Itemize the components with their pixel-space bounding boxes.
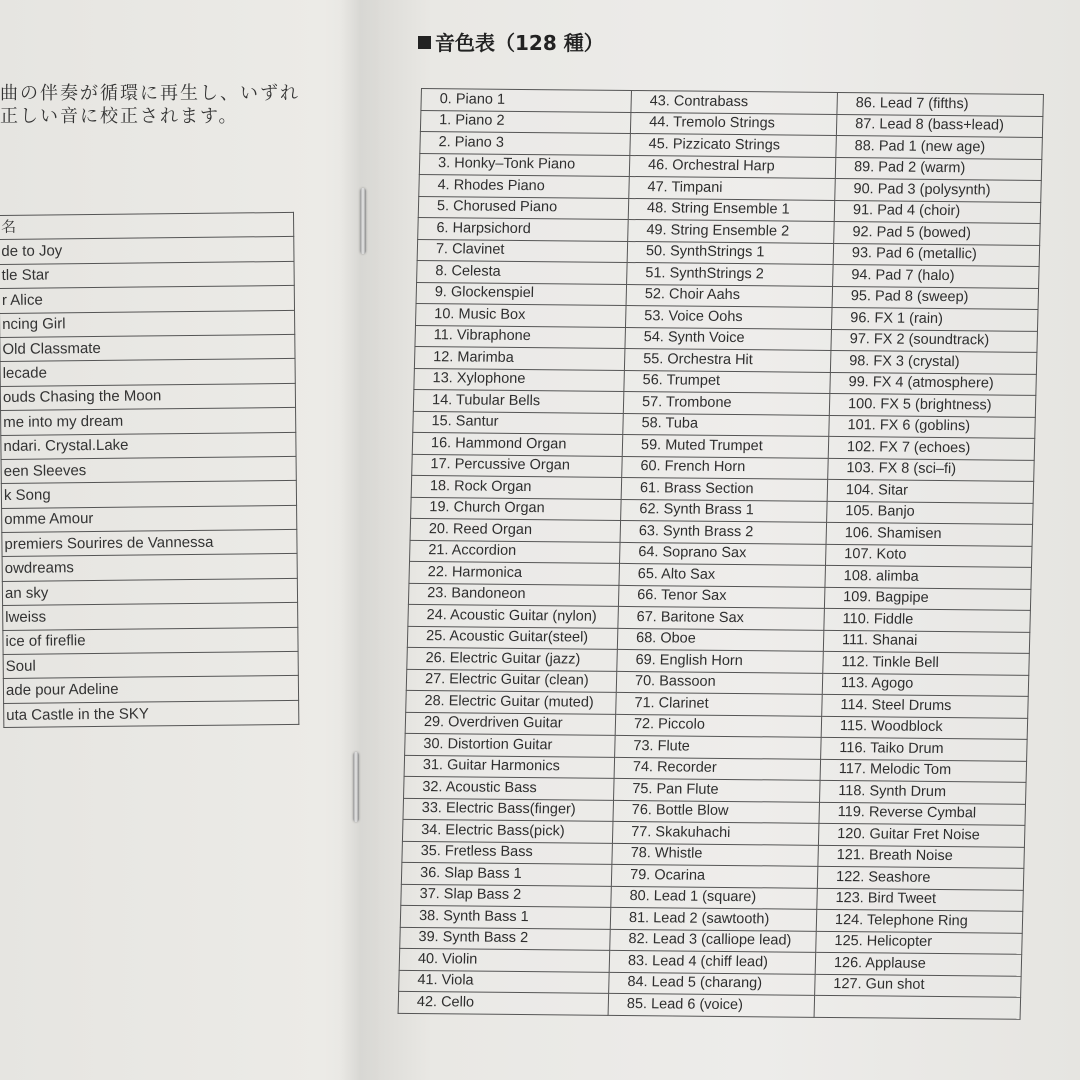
tone-cell: 125. Helicopter [816, 931, 1023, 954]
tone-cell: 107. Koto [825, 544, 1032, 567]
song-row [0, 359, 295, 386]
tone-table [398, 88, 1044, 1019]
tone-cell: 110. Fiddle [824, 608, 1031, 631]
tone-cell: 57. Trombone [623, 391, 830, 414]
tone-cell: 69. English Horn [617, 649, 824, 672]
song-row [2, 554, 297, 581]
tone-cell: 95. Pad 8 (sweep) [832, 286, 1039, 309]
tone-cell: 119. Reverse Cymbal [819, 802, 1026, 825]
tone-cell: 7. Clavinet [417, 239, 628, 263]
tone-cell: 102. FX 7 (echoes) [828, 436, 1035, 459]
tone-cell: 78. Whistle [612, 843, 819, 866]
tone-cell: 109. Bagpipe [824, 587, 1031, 610]
tone-cell: 70. Bassoon [616, 671, 823, 694]
spine-shadow [340, 0, 380, 1080]
tone-cell: 29. Overdriven Guitar [405, 712, 616, 736]
song-row [0, 286, 295, 313]
tone-cell: 68. Oboe [617, 628, 824, 651]
song-row [0, 237, 294, 264]
song-name: ouds Chasing the Moon [0, 383, 295, 410]
tone-cell: 71. Clarinet [616, 692, 823, 715]
song-row [1, 481, 296, 508]
tone-table-title-text: 音色表（128 種） [435, 31, 604, 55]
tone-cell: 73. Flute [615, 735, 822, 758]
tone-row [398, 991, 1021, 1018]
tone-cell: 25. Acoustic Guitar(steel) [407, 626, 618, 650]
tone-cell: 16. Hammond Organ [412, 432, 623, 456]
song-row [0, 383, 295, 410]
tone-cell: 14. Tubular Bells [413, 389, 624, 413]
tone-cell: 41. Viola [399, 970, 610, 994]
tone-cell: 58. Tuba [623, 413, 830, 436]
song-name: owdreams [2, 554, 297, 581]
tone-cell: 32. Acoustic Bass [404, 776, 615, 800]
song-name: de to Joy [0, 237, 294, 264]
tone-cell: 49. String Ensemble 2 [628, 219, 835, 242]
tone-cell: 47. Timpani [629, 177, 836, 200]
tone-cell: 13. Xylophone [414, 368, 625, 392]
tone-cell: 37. Slap Bass 2 [401, 884, 612, 908]
tone-cell: 87. Lead 8 (bass+lead) [836, 114, 1043, 137]
tone-cell: 52. Choir Aahs [626, 284, 833, 307]
song-row [1, 456, 296, 483]
tone-cell: 106. Shamisen [826, 522, 1033, 545]
tone-cell: 60. French Horn [622, 456, 829, 479]
song-row [1, 408, 296, 435]
tone-cell: 45. Pizzicato Strings [630, 134, 837, 157]
tone-cell: 114. Steel Drums [822, 694, 1029, 717]
song-row [3, 651, 298, 678]
tone-cell: 2. Piano 3 [420, 131, 631, 155]
tone-cell: 97. FX 2 (soundtrack) [831, 329, 1038, 352]
song-row [2, 529, 297, 556]
tone-cell: 64. Soprano Sax [620, 542, 827, 565]
tone-cell: 115. Woodblock [821, 716, 1028, 739]
tone-cell: 81. Lead 2 (sawtooth) [610, 907, 817, 930]
tone-cell: 120. Guitar Fret Noise [818, 823, 1025, 846]
tone-cell: 100. FX 5 (brightness) [829, 393, 1036, 416]
song-name: lweiss [3, 603, 298, 630]
tone-cell: 36. Slap Bass 1 [401, 862, 612, 886]
tone-cell: 99. FX 4 (atmosphere) [830, 372, 1037, 395]
tone-cell: 19. Church Organ [411, 497, 622, 521]
tone-cell: 83. Lead 4 (chiff lead) [609, 950, 816, 973]
tone-cell: 28. Electric Guitar (muted) [406, 690, 617, 714]
tone-cell: 38. Synth Bass 1 [400, 905, 611, 929]
tone-cell: 17. Percussive Organ [412, 454, 623, 478]
tone-cell: 124. Telephone Ring [816, 909, 1023, 932]
tone-cell: 112. Tinkle Bell [823, 651, 1030, 674]
tone-cell: 33. Electric Bass(finger) [403, 798, 614, 822]
tone-cell: 72. Piccolo [615, 714, 822, 737]
song-row [2, 578, 297, 605]
song-name: ade pour Adeline [3, 676, 298, 703]
song-name: ice of fireflie [3, 627, 298, 654]
tone-cell: 6. Harpsichord [418, 217, 629, 241]
tone-cell: 116. Taiko Drum [821, 737, 1028, 760]
tone-cell: 12. Marimba [414, 346, 625, 370]
tone-cell: 90. Pad 3 (polysynth) [835, 178, 1042, 201]
song-name: uta Castle in the SKY [4, 700, 299, 727]
tone-cell: 23. Bandoneon [408, 583, 619, 607]
tone-cell: 66. Tenor Sax [618, 585, 825, 608]
tone-cell: 121. Breath Noise [818, 845, 1025, 868]
song-table-header: 名 [0, 212, 294, 239]
tone-cell: 24. Acoustic Guitar (nylon) [408, 604, 619, 628]
tone-cell: 76. Bottle Blow [613, 800, 820, 823]
tone-cell: 27. Electric Guitar (clean) [406, 669, 617, 693]
song-name: tle Star [0, 261, 294, 288]
tone-cell: 101. FX 6 (goblins) [829, 415, 1036, 438]
left-page [0, 0, 340, 1080]
tone-cell: 51. SynthStrings 2 [627, 262, 834, 285]
tone-cell: 11. Vibraphone [415, 325, 626, 349]
tone-cell: 46. Orchestral Harp [629, 155, 836, 178]
song-name: r Alice [0, 286, 295, 313]
song-name: omme Amour [2, 505, 297, 532]
tone-cell: 35. Fretless Bass [402, 841, 613, 865]
tone-cell: 104. Sitar [827, 479, 1034, 502]
tone-cell: 50. SynthStrings 1 [627, 241, 834, 264]
tone-cell: 65. Alto Sax [619, 563, 826, 586]
left-text-line-2: 正しい音に校正されます。 [0, 106, 239, 127]
tone-cell: 80. Lead 1 (square) [611, 886, 818, 909]
tone-cell: 48. String Ensemble 1 [628, 198, 835, 221]
song-list-table [0, 212, 299, 728]
tone-cell: 117. Melodic Tom [820, 759, 1027, 782]
tone-cell: 34. Electric Bass(pick) [402, 819, 613, 843]
tone-cell: 89. Pad 2 (warm) [835, 157, 1042, 180]
tone-cell: 96. FX 1 (rain) [831, 307, 1038, 330]
tone-cell: 122. Seashore [817, 866, 1024, 889]
tone-cell: 118. Synth Drum [820, 780, 1027, 803]
tone-table-title [418, 27, 604, 56]
tone-cell: 5. Chorused Piano [418, 196, 629, 220]
tone-cell: 98. FX 3 (crystal) [830, 350, 1037, 373]
tone-cell: 75. Pan Flute [614, 778, 821, 801]
song-row [4, 700, 299, 727]
song-row [3, 676, 298, 703]
tone-cell: 18. Rock Organ [411, 475, 622, 499]
tone-cell: 59. Muted Trumpet [622, 434, 829, 457]
song-name: k Song [1, 481, 296, 508]
song-name: lecade [0, 359, 295, 386]
tone-cell: 56. Trumpet [624, 370, 831, 393]
tone-cell: 105. Banjo [827, 501, 1034, 524]
tone-cell: 111. Shanai [823, 630, 1030, 653]
tone-cell: 31. Guitar Harmonics [404, 755, 615, 779]
tone-cell: 127. Gun shot [815, 974, 1022, 997]
song-row [0, 334, 295, 361]
tone-cell [814, 995, 1021, 1018]
tone-cell: 103. FX 8 (sci–fi) [828, 458, 1035, 481]
song-row [0, 261, 294, 288]
tone-cell: 123. Bird Tweet [817, 888, 1024, 911]
tone-cell: 85. Lead 6 (voice) [608, 993, 815, 1016]
tone-cell: 63. Synth Brass 2 [620, 520, 827, 543]
tone-cell: 62. Synth Brass 1 [621, 499, 828, 522]
tone-cell: 113. Agogo [822, 673, 1029, 696]
tone-cell: 82. Lead 3 (calliope lead) [610, 929, 817, 952]
tone-cell: 61. Brass Section [621, 477, 828, 500]
song-name: me into my dream [1, 408, 296, 435]
tone-cell: 88. Pad 1 (new age) [836, 135, 1043, 158]
tone-cell: 1. Piano 2 [420, 110, 631, 134]
tone-cell: 91. Pad 4 (choir) [834, 200, 1041, 223]
tone-cell: 94. Pad 7 (halo) [833, 264, 1040, 287]
tone-cell: 92. Pad 5 (bowed) [834, 221, 1041, 244]
left-text-line-1: 曲の伴奏が循環に再生し、いずれ [0, 83, 300, 104]
tone-cell: 0. Piano 1 [421, 89, 632, 113]
song-row [0, 310, 295, 337]
tone-cell: 26. Electric Guitar (jazz) [407, 647, 618, 671]
tone-cell: 40. Violin [399, 948, 610, 972]
tone-cell: 86. Lead 7 (fifths) [837, 92, 1044, 115]
tone-cell: 84. Lead 5 (charang) [609, 972, 816, 995]
tone-cell: 126. Applause [815, 952, 1022, 975]
song-name: ncing Girl [0, 310, 295, 337]
song-row [3, 603, 298, 630]
song-row [1, 432, 296, 459]
tone-cell: 108. alimba [825, 565, 1032, 588]
tone-cell: 77. Skakuhachi [612, 821, 819, 844]
song-row [2, 505, 297, 532]
tone-table-wrap [398, 88, 1044, 1019]
tone-cell: 42. Cello [398, 991, 609, 1015]
tone-cell: 15. Santur [413, 411, 624, 435]
tone-cell: 9. Glockenspiel [416, 282, 627, 306]
tone-cell: 3. Honky–Tonk Piano [419, 153, 630, 177]
song-name: premiers Sourires de Vannessa [2, 529, 297, 556]
tone-cell: 8. Celesta [417, 260, 628, 284]
tone-cell: 93. Pad 6 (metallic) [833, 243, 1040, 266]
song-name: Old Classmate [0, 334, 295, 361]
staple-bottom [353, 752, 359, 822]
tone-cell: 43. Contrabass [631, 91, 838, 114]
song-row [3, 627, 298, 654]
tone-cell: 30. Distortion Guitar [405, 733, 616, 757]
tone-cell: 44. Tremolo Strings [630, 112, 837, 135]
staple-top [360, 188, 366, 254]
tone-cell: 55. Orchestra Hit [624, 348, 831, 371]
tone-cell: 39. Synth Bass 2 [400, 927, 611, 951]
song-name: ndari. Crystal.Lake [1, 432, 296, 459]
tone-cell: 20. Reed Organ [410, 518, 621, 542]
song-name: een Sleeves [1, 456, 296, 483]
tone-cell: 54. Synth Voice [625, 327, 832, 350]
song-name: an sky [2, 578, 297, 605]
tone-cell: 79. Ocarina [611, 864, 818, 887]
tone-cell: 4. Rhodes Piano [419, 174, 630, 198]
song-name: Soul [3, 651, 298, 678]
black-square-icon [418, 36, 431, 49]
tone-cell: 22. Harmonica [409, 561, 620, 585]
tone-cell: 74. Recorder [614, 757, 821, 780]
tone-cell: 10. Music Box [416, 303, 627, 327]
tone-cell: 53. Voice Oohs [625, 305, 832, 328]
tone-cell: 67. Baritone Sax [618, 606, 825, 629]
tone-cell: 21. Accordion [410, 540, 621, 564]
